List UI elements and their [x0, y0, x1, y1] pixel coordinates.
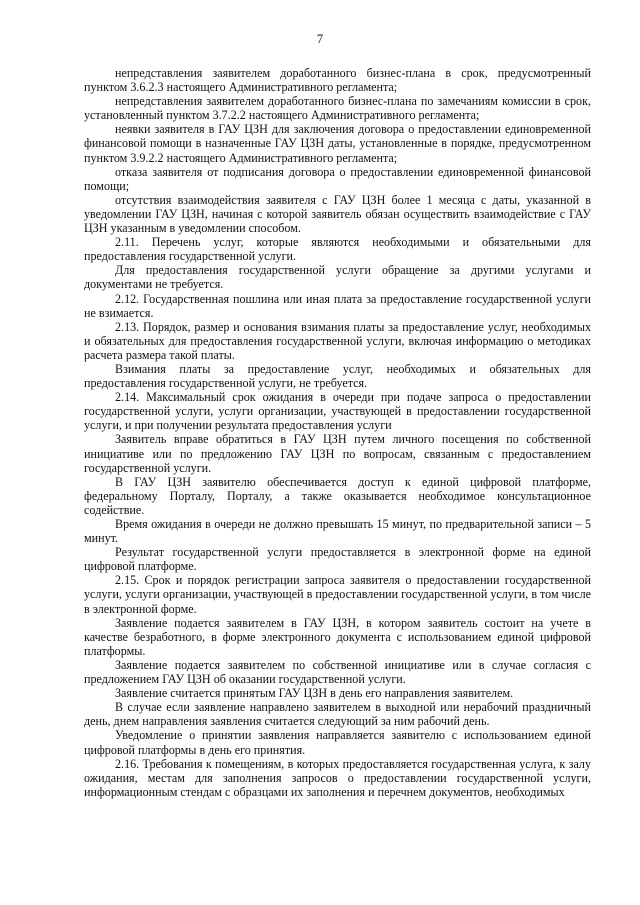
paragraph: Заявление подается заявителем по собственной инициативе или в случае согласия с предложением ГАУ ЦЗН об оказании государственной услуги. [84, 657, 591, 687]
paragraph: Заявитель вправе обратиться в ГАУ ЦЗН путем личного посещения по собственной инициативе или по предложению ГАУ ЦЗН по вопросам, связанным с предоставлением государственной услуги. [84, 432, 591, 475]
paragraph: отказа заявителя от подписания договора о предоставлении единовременной финансовой помощи; [84, 164, 591, 193]
paragraph: Уведомление о принятии заявления направляется заявителю с использованием единой цифровой платформы в день его принятия. [84, 728, 591, 757]
section-heading: 2.16. Требования к помещениям, в которых предоставляется государственная услуга, к залу ожидания, местам для заполнения запросов о предоставлении государственной услуги, информационным стендам с образцами их заполнения и перечнем документов, необходимых [84, 756, 591, 799]
paragraph: В ГАУ ЦЗН заявителю обеспечивается доступ к единой цифровой платформе, федеральному Порталу, Порталу, а также оказывается необходимое консультационное содействие. [84, 474, 591, 517]
paragraph: непредставления заявителем доработанного бизнес-плана по замечаниям комиссии в срок, установленный пунктом 3.7.2.2 настоящего Административного регламента; [84, 94, 591, 123]
document-body [84, 66, 591, 799]
section-heading: 2.13. Порядок, размер и основания взимания платы за предоставление услуг, необходимых и обязательных для предоставления государственной услуги, включая информацию о методиках расчета размера такой платы. [84, 319, 591, 362]
section-heading: 2.14. Максимальный срок ожидания в очереди при подаче запроса о предоставлении государственной услуги, услуги организации, участвующей в предоставлении государственной услуги, и при получении результата предоставления услуги [84, 390, 591, 433]
paragraph: отсутствия взаимодействия заявителя с ГАУ ЦЗН более 1 месяца с даты, указанной в уведомлении ГАУ ЦЗН, начиная с которой заявитель обязан осуществить взаимодействие с ГАУ ЦЗН указанным в уведомлении способом. [84, 192, 591, 236]
paragraph: Заявление подается заявителем в ГАУ ЦЗН, в котором заявитель состоит на учете в качестве безработного, в форме электронного документа с использованием единой цифровой платформы. [84, 615, 591, 658]
paragraph: Результат государственной услуги предоставляется в электронной форме на единой цифровой платформе. [84, 545, 591, 574]
paragraph: Взимания платы за предоставление услуг, необходимых и обязательных для предоставления государственной услуги, не требуется. [84, 361, 591, 391]
paragraph: непредставления заявителем доработанного бизнес-плана в срок, предусмотренный пунктом 3.6.2.3 настоящего Административного регламента; [84, 66, 591, 95]
paragraph: В случае если заявление направлено заявителем в выходной или нерабочий праздничный день, днем направления заявления считается следующий за ним рабочий день. [84, 700, 591, 729]
section-heading: 2.15. Срок и порядок регистрации запроса заявителя о предоставлении государственной услуги, услуги организации, участвующей в предоставлении государственной услуги, в том числе в электронной форме. [84, 573, 591, 616]
paragraph: неявки заявителя в ГАУ ЦЗН для заключения договора о предоставлении единовременной финансовой помощи в назначенные ГАУ ЦЗН даты, установленные в порядке, предусмотренном пунктом 3.9.2.2 настоящего Административного регламента; [84, 122, 591, 165]
paragraph: Время ожидания в очереди не должно превышать 15 минут, по предварительной записи – 5 минут. [84, 517, 591, 546]
section-heading: 2.11. Перечень услуг, которые являются необходимыми и обязательными для предоставления государственной услуги. [84, 235, 591, 264]
section-heading: 2.12. Государственная пошлина или иная плата за предоставление государственной услуги не взимается. [84, 291, 591, 320]
paragraph: Заявление считается принятым ГАУ ЦЗН в день его направления заявителем. [115, 686, 514, 701]
page-number: 7 [316, 32, 324, 46]
paragraph: Для предоставления государственной услуги обращение за другими услугами и документами не требуется. [84, 263, 591, 292]
